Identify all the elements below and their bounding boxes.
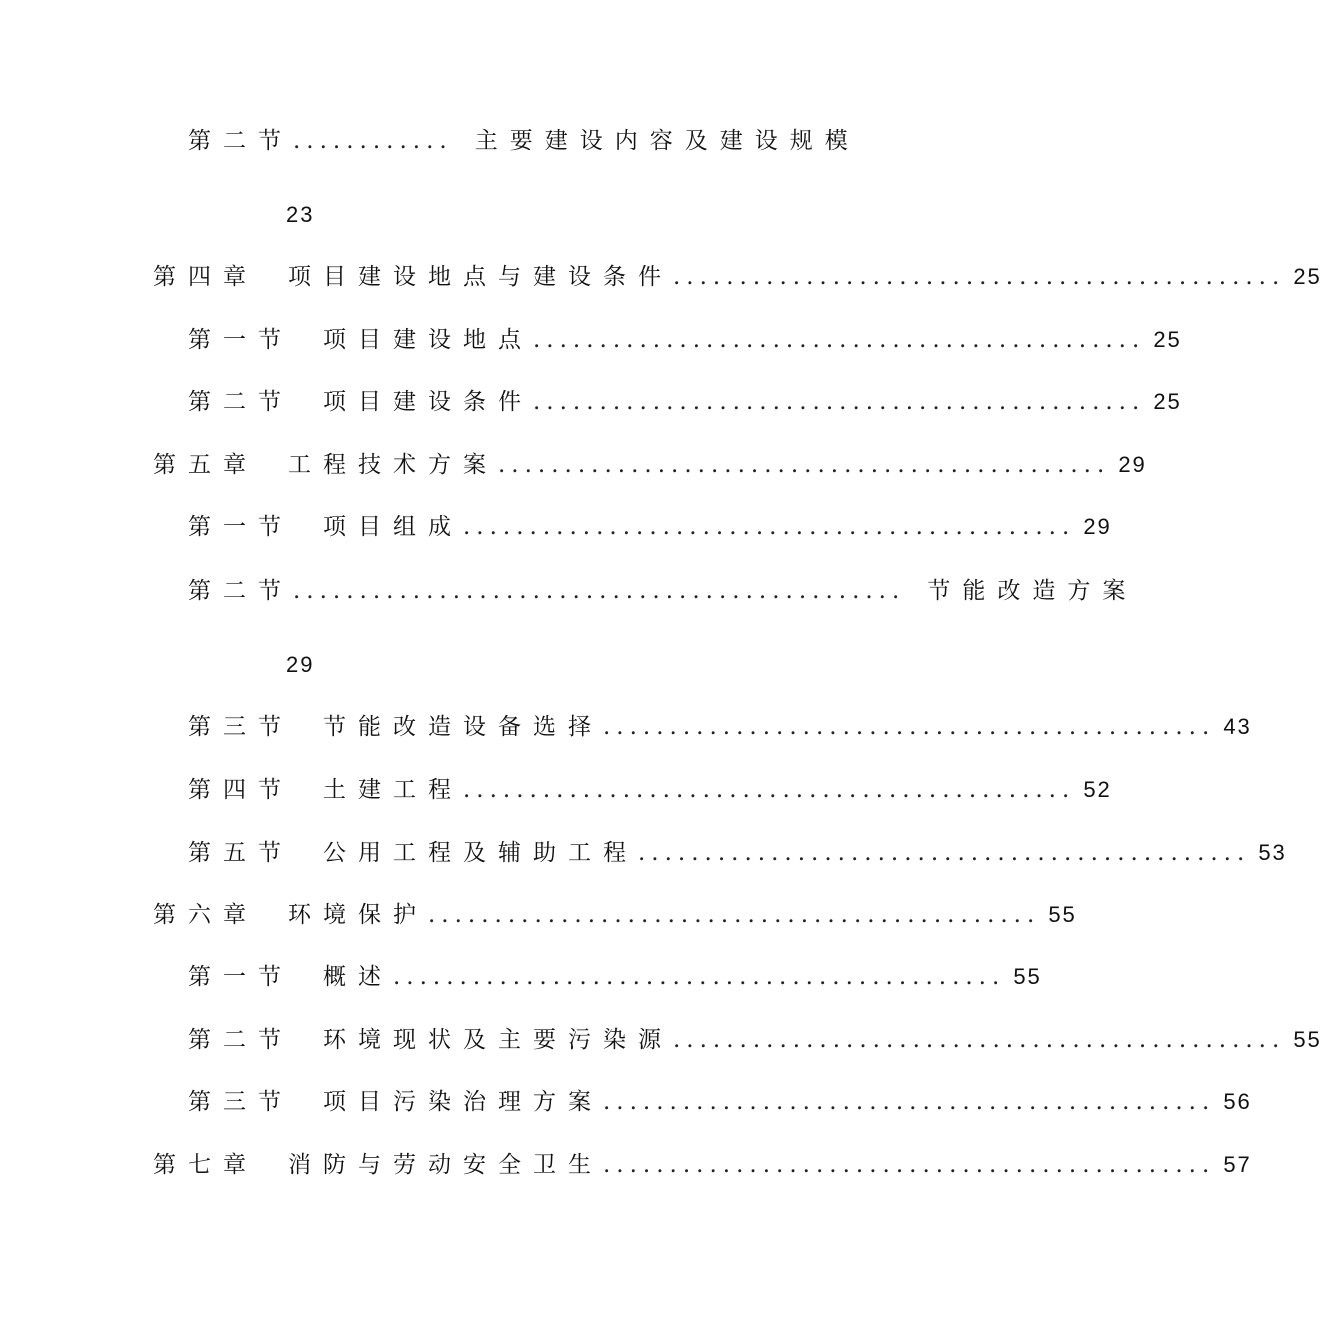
toc-entry-title: 环境现状及主要污染源 — [323, 1027, 673, 1053]
toc-entry-title: 节能改造方案 — [927, 578, 1138, 604]
toc-entry[interactable] — [188, 775, 1112, 805]
leader-dots: .............................................. — [603, 1152, 1216, 1178]
toc-entry[interactable] — [188, 838, 1287, 868]
toc-entry-page: 29 — [1118, 452, 1147, 477]
leader-dots: .............................................. — [533, 389, 1146, 415]
leader-dots: .............................................. — [293, 578, 906, 604]
toc-entry-title: 环境保护 — [288, 902, 428, 928]
leader-dots: .............................................. — [463, 514, 1076, 540]
leader-dots: .............................................. — [603, 714, 1216, 740]
toc-entry-page: 53 — [1258, 840, 1287, 865]
toc-entry[interactable] — [188, 962, 1042, 992]
toc-entry-label: 第二节 — [188, 578, 293, 604]
leader-dots: .............................................. — [603, 1089, 1216, 1115]
toc-entry-title: 项目污染治理方案 — [323, 1089, 603, 1115]
toc-entry-label: 第一节 — [188, 964, 293, 990]
toc-entry-label: 第一节 — [188, 327, 293, 353]
toc-entry-title: 工程技术方案 — [288, 452, 498, 478]
toc-entry-label: 第四章 — [153, 264, 258, 290]
toc-entry-title: 节能改造设备选择 — [323, 714, 603, 740]
toc-chapter[interactable] — [153, 900, 1077, 930]
toc-entry[interactable] — [188, 126, 860, 156]
toc-entry-page: 52 — [1083, 777, 1112, 802]
toc-chapter[interactable] — [153, 1150, 1252, 1180]
leader-dots: .............................................. — [673, 264, 1286, 290]
leader-dots: ............ — [293, 128, 453, 154]
toc-entry-label: 第二节 — [188, 1027, 293, 1053]
leader-dots: .............................................. — [533, 327, 1146, 353]
leader-dots: .............................................. — [498, 452, 1111, 478]
toc-entry-page: 57 — [1223, 1152, 1252, 1177]
toc-entry-label: 第七章 — [153, 1152, 258, 1178]
toc-entry[interactable] — [188, 576, 1138, 606]
toc-entry-page: 56 — [1223, 1089, 1252, 1114]
toc-entry-page: 55 — [1293, 1027, 1322, 1052]
toc-entry-page: 23 — [286, 202, 315, 227]
toc-entry-title: 概述 — [323, 964, 393, 990]
toc-entry-page: 25 — [1153, 389, 1182, 414]
leader-dots: .............................................. — [463, 777, 1076, 803]
leader-dots: .............................................. — [393, 964, 1006, 990]
toc-entry-title: 项目建设条件 — [323, 389, 533, 415]
toc-entry-label: 第六章 — [153, 902, 258, 928]
toc-entry-title: 土建工程 — [323, 777, 463, 803]
toc-entry-title: 项目建设地点与建设条件 — [288, 264, 673, 290]
toc-entry-title: 消防与劳动安全卫生 — [288, 1152, 603, 1178]
toc-entry-label: 第五节 — [188, 840, 293, 866]
toc-entry-label: 第一节 — [188, 514, 293, 540]
toc-entry-page: 29 — [286, 652, 315, 677]
toc-chapter[interactable] — [153, 262, 1322, 292]
toc-entry-title: 公用工程及辅助工程 — [323, 840, 638, 866]
toc-chapter[interactable] — [153, 450, 1147, 480]
toc-entry-title: 项目建设地点 — [323, 327, 533, 353]
toc-entry-title: 主要建设内容及建设规模 — [474, 128, 860, 154]
toc-entry-label: 第四节 — [188, 777, 293, 803]
toc-entry[interactable] — [188, 1025, 1322, 1055]
leader-dots: .............................................. — [638, 840, 1251, 866]
toc-entry-page: 43 — [1223, 714, 1252, 739]
toc-entry-label: 第五章 — [153, 452, 258, 478]
leader-dots: .............................................. — [428, 902, 1041, 928]
toc-entry-label: 第二节 — [188, 128, 293, 154]
toc-entry-page: 55 — [1013, 964, 1042, 989]
toc-entry-label: 第三节 — [188, 714, 293, 740]
leader-dots: .............................................. — [673, 1027, 1286, 1053]
toc-entry-page: 25 — [1153, 327, 1182, 352]
toc-entry[interactable] — [188, 512, 1112, 542]
toc-entry-label: 第二节 — [188, 389, 293, 415]
toc-entry-page: 25 — [1293, 264, 1322, 289]
toc-entry-page: 29 — [1083, 514, 1112, 539]
toc-entry[interactable] — [188, 387, 1182, 417]
toc-entry[interactable] — [188, 712, 1252, 742]
toc-entry-page: 55 — [1048, 902, 1077, 927]
toc-entry[interactable] — [188, 1087, 1252, 1117]
toc-entry-title: 项目组成 — [323, 514, 463, 540]
toc-entry[interactable] — [188, 325, 1182, 355]
toc-entry-label: 第三节 — [188, 1089, 293, 1115]
